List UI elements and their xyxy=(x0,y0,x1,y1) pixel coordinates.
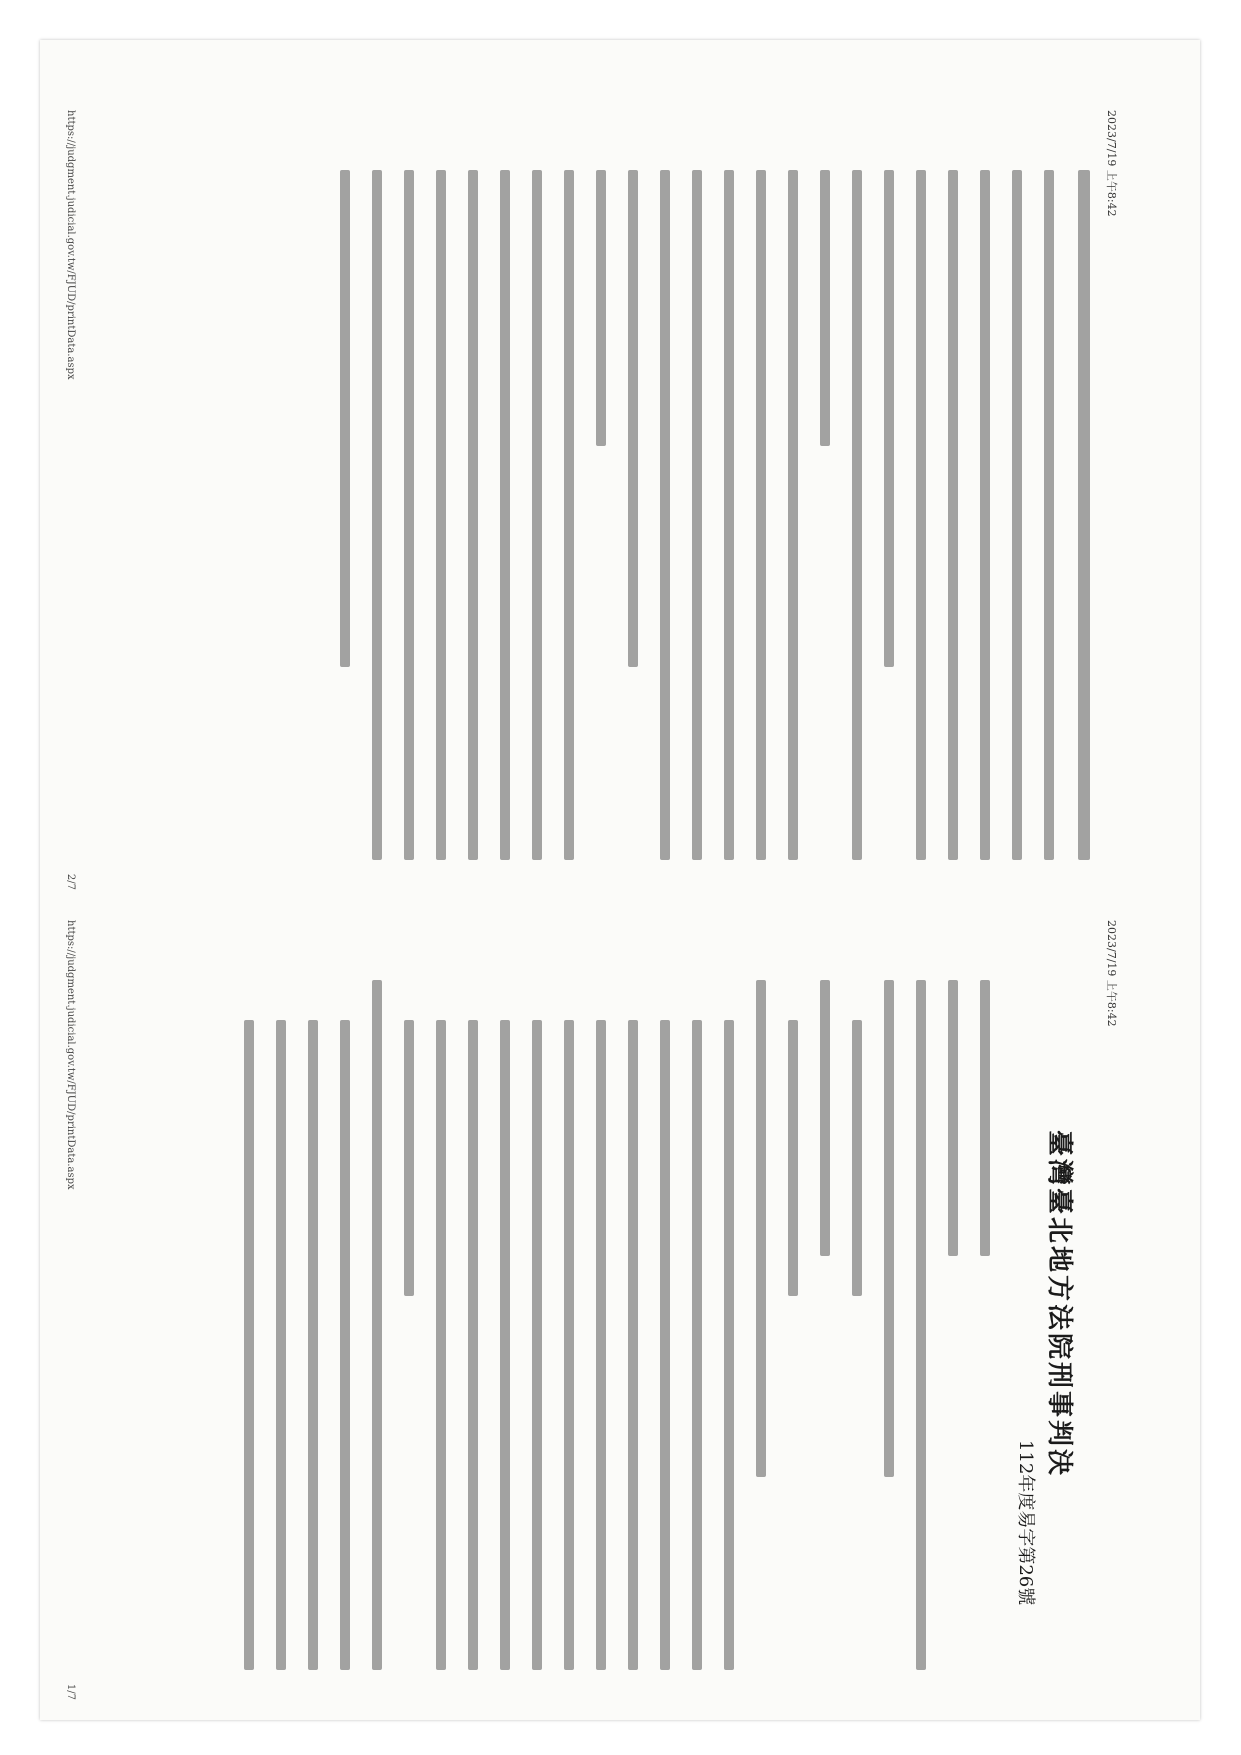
page-footer xyxy=(60,110,76,890)
text-line-placeholder xyxy=(628,170,638,667)
text-line-placeholder xyxy=(724,1020,734,1670)
text-line-placeholder xyxy=(660,170,670,860)
text-line-placeholder xyxy=(660,1020,670,1670)
text-line-placeholder xyxy=(852,1020,862,1296)
text-line-placeholder xyxy=(372,980,382,1670)
text-line-placeholder xyxy=(884,980,894,1477)
case-number: 112年度易字第26號 xyxy=(1015,1440,1036,1606)
source-url: https://judgment.judicial.gov.tw/FJUD/printData.aspx xyxy=(65,110,76,380)
text-line-placeholder xyxy=(1078,170,1090,860)
text-line-placeholder xyxy=(436,170,446,860)
text-line-placeholder xyxy=(404,170,414,860)
text-line-placeholder xyxy=(308,1020,318,1670)
text-line-placeholder xyxy=(564,170,574,860)
text-line-placeholder xyxy=(788,1020,798,1296)
text-line-placeholder xyxy=(980,170,990,860)
print-timestamp: 2023/7/19 上午8:42 xyxy=(1105,110,1118,217)
text-line-placeholder xyxy=(948,170,958,860)
text-line-placeholder xyxy=(340,170,350,667)
text-line-placeholder xyxy=(276,1020,286,1670)
text-line-placeholder xyxy=(436,1020,446,1670)
text-line-placeholder xyxy=(980,980,990,1256)
text-line-placeholder xyxy=(628,1020,638,1670)
text-line-placeholder xyxy=(692,1020,702,1670)
text-line-placeholder xyxy=(692,170,702,860)
text-line-placeholder xyxy=(1044,170,1054,860)
body-text-block xyxy=(222,980,990,1670)
text-line-placeholder xyxy=(468,170,478,860)
page-header xyxy=(1102,920,1120,1700)
print-timestamp: 2023/7/19 上午8:42 xyxy=(1105,920,1118,1027)
text-line-placeholder xyxy=(596,1020,606,1670)
text-line-placeholder xyxy=(884,170,894,667)
text-line-placeholder xyxy=(596,170,606,446)
text-line-placeholder xyxy=(916,980,926,1670)
page-header xyxy=(1102,110,1120,890)
text-line-placeholder xyxy=(788,170,798,860)
page-2 xyxy=(60,110,1120,890)
text-line-placeholder xyxy=(564,1020,574,1670)
body-text-block xyxy=(318,170,1090,860)
page-number: 2/7 xyxy=(65,873,76,890)
page-1 xyxy=(60,920,1120,1700)
page-number: 1/7 xyxy=(65,1683,76,1700)
text-line-placeholder xyxy=(724,170,734,860)
court-title: 臺灣臺北地方法院刑事判決 xyxy=(1044,1130,1074,1479)
text-line-placeholder xyxy=(500,170,510,860)
text-line-placeholder xyxy=(532,170,542,860)
text-line-placeholder xyxy=(244,1020,254,1670)
text-line-placeholder xyxy=(852,170,862,860)
text-line-placeholder xyxy=(404,1020,414,1296)
page-footer xyxy=(60,920,76,1700)
text-line-placeholder xyxy=(372,170,382,860)
text-line-placeholder xyxy=(756,170,766,860)
source-url: https://judgment.judicial.gov.tw/FJUD/printData.aspx xyxy=(65,920,76,1190)
text-line-placeholder xyxy=(340,1020,350,1670)
text-line-placeholder xyxy=(948,980,958,1256)
text-line-placeholder xyxy=(916,170,926,860)
text-line-placeholder xyxy=(1012,170,1022,860)
text-line-placeholder xyxy=(820,980,830,1256)
text-line-placeholder xyxy=(532,1020,542,1670)
text-line-placeholder xyxy=(820,170,830,446)
text-line-placeholder xyxy=(756,980,766,1477)
text-line-placeholder xyxy=(500,1020,510,1670)
text-line-placeholder xyxy=(468,1020,478,1670)
scanned-sheet xyxy=(40,40,1200,1720)
